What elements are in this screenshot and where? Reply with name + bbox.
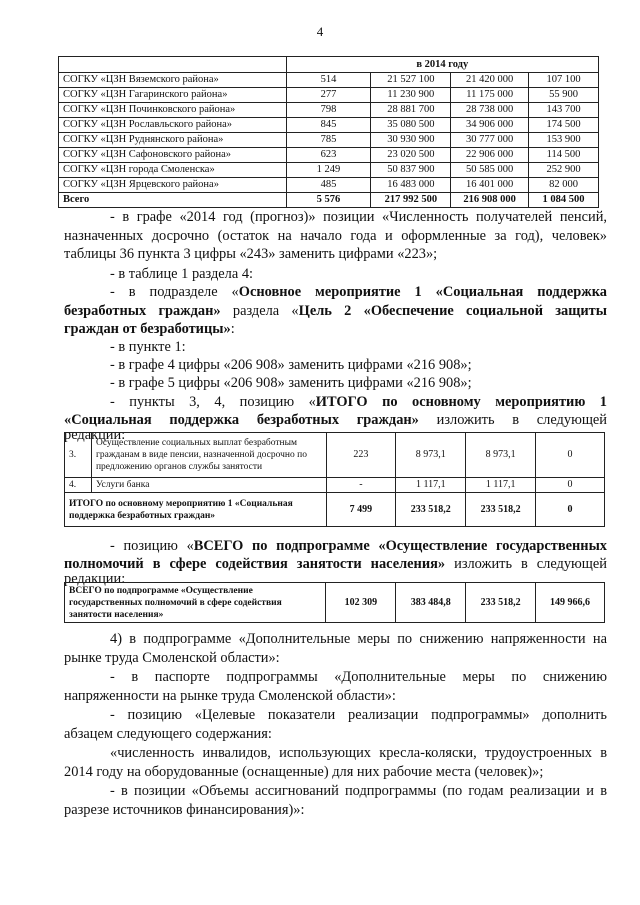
table-row: 3. Осуществление социальных выплат безработным гражданам в виде пенсии, назначенной досрочно по предложению органов службы занятости 223 8 973,1 8 973,1 0 xyxy=(65,433,605,478)
paragraph-line: - в графе 4 цифры «206 908» заменить цифрами «216 908»; xyxy=(110,357,472,373)
table-total-row: ИТОГО по основному мероприятию 1 «Социальная поддержка безработных граждан» 7 499 233 518,2 233 518,2 0 xyxy=(65,493,605,527)
paragraph-line: - в таблице 1 раздела 4: xyxy=(110,266,254,282)
paragraph-line: - в графе «2014 год (прогноз)» позиции «Численность получателей пенсий, xyxy=(110,209,607,225)
paragraph-line: полномочий в сфере содействия занятости населения» изложить в следующей xyxy=(64,556,607,572)
paragraph-line: редакции: xyxy=(64,427,126,443)
table-header-row xyxy=(59,57,599,73)
table-row: СОГКУ «ЦЗН Гагаринского района» 277 11 230 900 11 175 000 55 900 xyxy=(59,88,599,103)
paragraph-line: таблицы 36 пункта 3 цифры «243» заменить цифрами «223»; xyxy=(64,246,438,262)
table-row: СОГКУ «ЦЗН Рославльского района» 845 35 080 500 34 906 000 174 500 xyxy=(59,118,599,133)
paragraph-line: «численность инвалидов, использующих кресла-коляски, трудоустроенных в xyxy=(110,745,607,761)
page-number: 4 xyxy=(316,24,324,39)
paragraph-line: безработных граждан» раздела «Цель 2 «Обеспечение социальной защиты xyxy=(64,303,607,319)
funding-table-2014 xyxy=(58,56,599,208)
paragraph-line: 2014 году на оборудованные (оснащенные) для них рабочие места (человек)»; xyxy=(64,764,544,780)
paragraph-line: абзацем следующего содержания: xyxy=(64,726,272,742)
paragraph-line: - в паспорте подпрограммы «Дополнительные меры по снижению xyxy=(110,669,607,685)
paragraph-line: редакции: xyxy=(64,571,126,587)
table-row: 4. Услуги банка - 1 117,1 1 117,1 0 xyxy=(65,478,605,493)
table-total-row: Всего 5 576 217 992 500 216 908 000 1 084 500 xyxy=(59,193,599,208)
activity-table xyxy=(64,432,605,527)
table-row: СОГКУ «ЦЗН Починковского района» 798 28 881 700 28 738 000 143 700 xyxy=(59,103,599,118)
paragraph-line: «Социальная поддержка безработных граждан» изложить в следующей xyxy=(64,412,607,428)
paragraph-line: - позицию «ВСЕГО по подпрограмме «Осуществление государственных xyxy=(110,538,607,554)
paragraph-line: - в подразделе «Основное мероприятие 1 «Социальная поддержка xyxy=(110,284,607,300)
table-row: СОГКУ «ЦЗН Вяземского района» 514 21 527 100 21 420 000 107 100 xyxy=(59,73,599,88)
paragraph-line: - пункты 3, 4, позицию «ИТОГО по основному мероприятию 1 xyxy=(110,394,608,410)
table-row: СОГКУ «ЦЗН Руднянского района» 785 30 930 900 30 777 000 153 900 xyxy=(59,133,599,148)
paragraph-line: - в графе 5 цифры «206 908» заменить цифрами «216 908»; xyxy=(110,375,472,391)
paragraph-line: граждан от безработицы»: xyxy=(64,321,235,337)
table-header-year: в 2014 году xyxy=(286,57,598,73)
paragraph-line: 4) в подпрограмме «Дополнительные меры по снижению напряженности на xyxy=(110,631,607,647)
paragraph-line: рынке труда Смоленской области»: xyxy=(64,650,280,666)
subprogram-total-table xyxy=(64,582,605,623)
paragraph-line: разрезе источников финансирования)»: xyxy=(64,802,305,818)
paragraph-line: напряженности на рынке труда Смоленской области»: xyxy=(64,688,396,704)
paragraph-line: - в пункте 1: xyxy=(110,339,186,355)
paragraph-line: - в позиции «Объемы ассигнований подпрограммы (по годам реализации и в xyxy=(110,783,607,799)
table-row: СОГКУ «ЦЗН Ярцевского района» 485 16 483 000 16 401 000 82 000 xyxy=(59,178,599,193)
table-row: СОГКУ «ЦЗН города Смоленска» 1 249 50 837 900 50 585 000 252 900 xyxy=(59,163,599,178)
table-row: СОГКУ «ЦЗН Сафоновского района» 623 23 020 500 22 906 000 114 500 xyxy=(59,148,599,163)
table-total-row: ВСЕГО по подпрограмме «Осуществление государственных полномочий в сфере содействия занятости населения» 102 309 383 484,8 233 518,2 149 966,6 xyxy=(65,583,605,623)
paragraph-line: - позицию «Целевые показатели реализации подпрограммы» дополнить xyxy=(110,707,607,723)
paragraph-line: назначенных досрочно (остаток на начало года и оформленные за год), человек» xyxy=(64,228,607,244)
